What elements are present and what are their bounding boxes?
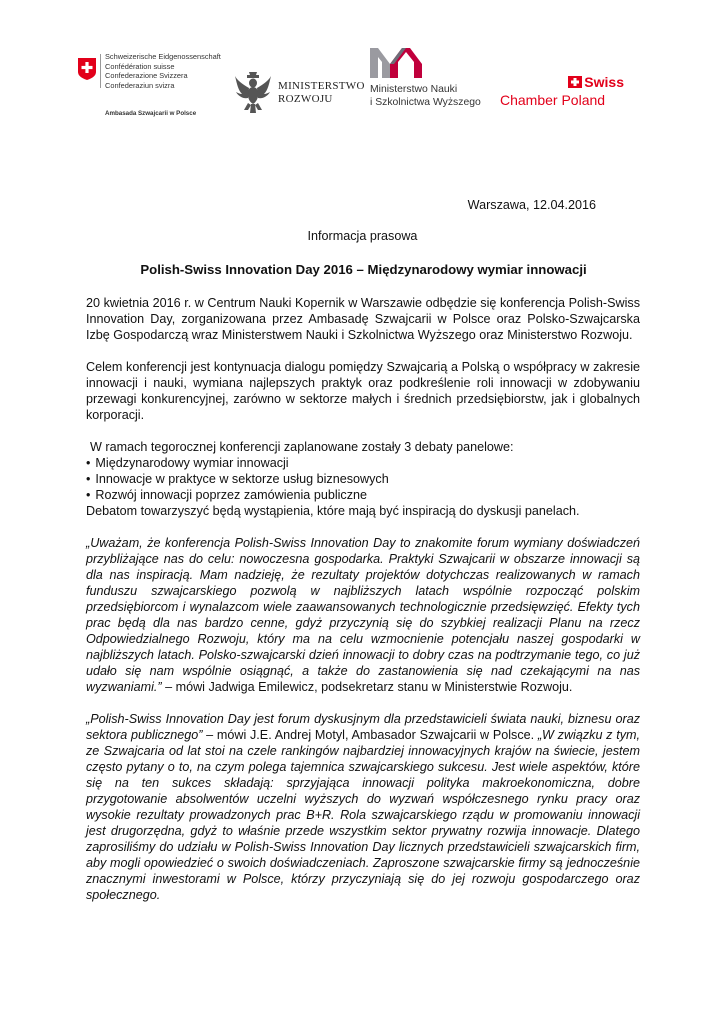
confederation-line-de: Schweizerische Eidgenossenschaft	[105, 52, 221, 61]
confederation-line-fr: Confédération suisse	[105, 61, 175, 71]
swiss-chamber-logo	[500, 75, 624, 109]
polish-eagle-icon	[234, 70, 272, 114]
quote-emilewicz: „Uważam, że konferencja Polish-Swiss Innovation Day to znakomite forum wymiany doświadczeń przybliżające nas do celu: nowoczesna gospodarka. Praktyki Szwajcarii w obszarze innowacji są dla nas inspiracją. Mam nadzieję, że rezultaty projektów dotychczas realizowanych w ramach funduszu szwajcarskiego pozwolą w najbliższych latach wspólnie rozpocząć polskim przedsiębiorcom i wynalazcom wiele zaawansowanych technologicznie przedsięwzięć. Efekty tych prac będą dla nas bardzo cenne, gdyż przyczynią się do szybkiej realizacji Planu na rzecz Odpowiedzialnego Rozwoju, który ma na celu wzmocnienie potencjału naszej gospodarki w najbliższych latach. Polsko-szwajcarski dzień innowacji to dobry czas na podtrzymanie tego, co już udało się nam wspólnie osiągnąć, a także do zastanowienia się nad czekającymi na nas wyzwaniami.”	[86, 536, 640, 694]
confederation-line-it: Confederazione Svizzera	[105, 71, 188, 81]
document-date: Warszawa, 12.04.2016	[467, 198, 596, 212]
swiss-chamber-swiss: Swiss	[584, 74, 624, 90]
quote-motyl-attribution: – mówi J.E. Andrej Motyl, Ambasador Szwajcarii w Polsce.	[202, 728, 538, 742]
document-type: Informacja prasowa	[307, 229, 418, 243]
list-item: • Międzynarodowy wymiar innowacji	[86, 455, 640, 471]
logo-divider	[100, 54, 101, 88]
mnisw-logo	[370, 48, 500, 114]
paragraph-quote-motyl	[86, 711, 640, 903]
swiss-embassy-logo	[78, 52, 228, 122]
swiss-chamber-name: Chamber Poland	[500, 92, 606, 108]
paragraph-panels-outro: Debatom towarzyszyć będą wystąpienia, które mają być inspiracją do dyskusji panelach.	[86, 504, 580, 518]
mr-line-1: MINISTERSTWO	[278, 80, 365, 92]
list-item: • Innowacje w praktyce w sektorze usług biznesowych	[86, 471, 640, 487]
mnisw-line-1: Ministerstwo Nauki	[370, 84, 458, 95]
paragraph-intro: 20 kwietnia 2016 r. w Centrum Nauki Kopernik w Warszawie odbędzie się konferencja Polish-Swiss Innovation Day, zorganizowana przez Ambasadę Szwajcarii w Polsce oraz Polsko-Szwajcarska Izbę Gospodarczą wraz Ministerstwem Nauki i Szkolnictwa Wyższego oraz Ministerstwo Rozwoju.	[86, 296, 640, 342]
mnisw-wordmark	[370, 84, 481, 109]
list-item: • Rozwój innowacji poprzez zamówienia publiczne	[86, 487, 640, 503]
quote-motyl-part-2: „W związku z tym, ze Szwajcaria od lat stoi na czele rankingów najbardziej innowacyjnych krajów na świecie, jestem często pytany o to, na czym polega tajemnica szwajcarskiego sukcesu. Jest wiele aspektów, które się na ten sukces składają: sprzyjająca innowacji polityka makroekonomiczna, dobre przygotowanie absolwentów uczelni wyższych do wyzwań współczesnego rynku pracy oraz wysokie rezultaty prowadzonych prac B+R. Rola szwajcarskiego rządu w promowaniu innowacji jest drugorzędna, gdyż to właśnie przede wszystkim sektor prywatny rozwija innowacje. Dlatego zaprosiliśmy do udziału w Polish-Swiss Innovation Day licznych przedstawicieli szwajcarskich firm, aby mogli opowiedzieć o swoich doświadczeniach. Zaproszone szwajcarskie firmy są jednocześnie znacznymi inwestorami w Polsce, którzy przyczyniają się do jej rozwoju gospodarczego oraz społecznego.	[86, 728, 640, 902]
swiss-confederation-names	[105, 52, 230, 90]
swiss-cross-icon	[568, 76, 582, 88]
confederation-line-rm: Confederaziun svizra	[105, 80, 175, 90]
embassy-caption: Ambasada Szwajcarii w Polsce	[105, 110, 197, 117]
document-body	[86, 295, 640, 903]
ministerstwo-rozwoju-logo	[234, 70, 364, 114]
paragraph-quote-emilewicz	[86, 535, 640, 695]
mnisw-line-2: i Szkolnictwa Wyższego	[370, 96, 481, 108]
paragraph-panels-intro: W ramach tegorocznej konferencji zaplanowane zostały 3 debaty panelowe:	[90, 440, 514, 454]
quote-emilewicz-attribution: – mówi Jadwiga Emilewicz, podsekretarz stanu w Ministerstwie Rozwoju.	[161, 680, 573, 694]
quote-motyl-part-1: „Polish-Swiss Innovation Day jest forum dyskusjnym dla przedstawicieli świata nauki, biznesu oraz sektora publicznego”	[86, 712, 640, 742]
swiss-chamber-top	[568, 75, 624, 89]
mnisw-mark-icon	[370, 48, 422, 78]
swiss-flag-icon	[78, 58, 96, 80]
document-title: Polish-Swiss Innovation Day 2016 – Międzynarodowy wymiar innowacji	[140, 262, 587, 277]
mr-line-2: ROZWOJU	[278, 93, 333, 105]
ministerstwo-rozwoju-wordmark	[278, 80, 365, 106]
panel-list	[86, 455, 640, 503]
paragraph-goal: Celem konferencji jest kontynuacja dialogu pomiędzy Szwajcarią a Polską o współpracy w zakresie innowacji i nauki, wymiana najlepszych praktyk oraz podkreślenie roli innowacji w zdobywaniu przewagi konkurencyjnej, zarówno w sektorze małych i średnich przedsiębiorstw, jak i globalnych korporacji.	[86, 360, 640, 422]
